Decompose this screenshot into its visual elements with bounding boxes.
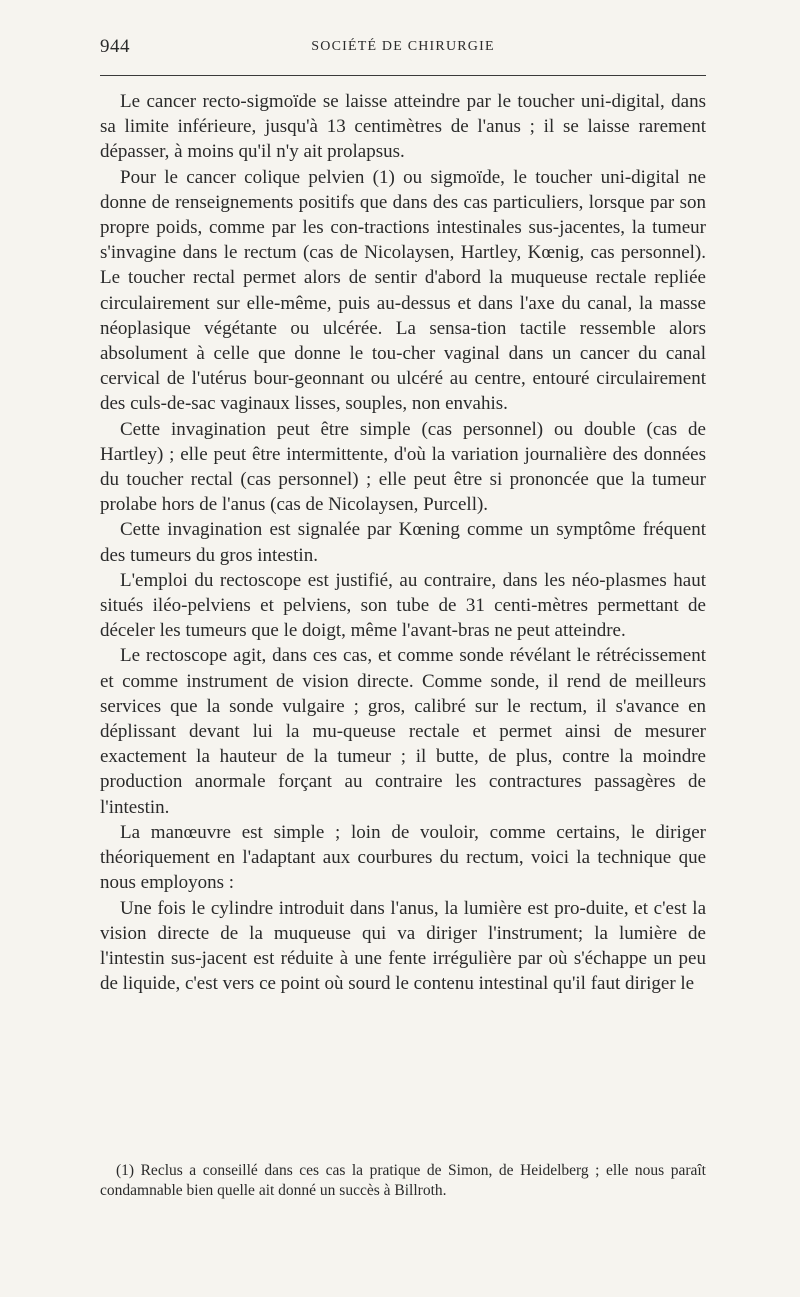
paragraph: Une fois le cylindre introduit dans l'anus, la lumière est pro-duite, et c'est la vision directe de la muqueuse qui va diriger l'instrument; la lumière de l'intestin sus-jacent est réduite à une fente irrégulière par où s'échappe un peu de liquide, c'est vers ce point où sourd le contenu intestinal qu'il faut diriger le bbox=[100, 897, 706, 995]
header-rule bbox=[100, 75, 706, 76]
body-text bbox=[100, 89, 706, 996]
paragraph: Cette invagination est signalée par Kœning comme un symptôme fréquent des tumeurs du gros intestin. bbox=[100, 519, 706, 566]
footnotes bbox=[100, 1161, 706, 1201]
paragraph: L'emploi du rectoscope est justifié, au contraire, dans les néo-plasmes haut situés iléo-pelviens et pelviens, son tube de 31 centi-mètres permettant de déceler les tumeurs que le doigt, même l'avant-bras ne peut atteindre. bbox=[100, 569, 706, 642]
running-title: SOCIÉTÉ DE CHIRURGIE bbox=[311, 39, 495, 54]
paragraph: Pour le cancer colique pelvien (1) ou sigmoïde, le toucher uni-digital ne donne de renseignements positifs que dans des cas particuliers, lorsque par son propre poids, comme par les con-tractions intestinales sus-jacentes, la tumeur s'invagine dans le rectum (cas de Nicolaysen, Hartley, Kœnig, cas personnel). Le toucher rectal permet alors de sentir d'abord la muqueuse rectale repliée circulairement sur elle-même, puis au-dessus et dans l'axe du canal, la masse néoplasique végétante ou ulcérée. La sensa-tion tactile ressemble alors absolument à celle que donne le tou-cher vaginal dans un cancer du canal cervical de l'utérus bour-geonnant ou ulcéré au centre, entouré circulairement des culs-de-sac vaginaux lisses, souples, non envahis. bbox=[100, 166, 706, 415]
paragraph: La manœuvre est simple ; loin de vouloir, comme certains, le diriger théoriquement en l'adaptant aux courbures du rectum, voici la technique que nous employons : bbox=[100, 821, 706, 894]
page-header bbox=[100, 36, 706, 60]
paragraph: Le rectoscope agit, dans ces cas, et comme sonde révélant le rétrécissement et comme instrument de vision directe. Comme sonde, il rend de meilleurs services que la sonde vulgaire ; gros, calibré sur le rectum, il s'avance en déplissant devant lui la mu-queuse rectale et permet ainsi de mesurer exactement la hauteur de la tumeur ; il butte, de plus, contre la moindre production anormale forçant au contraire les contractures passagères de l'intestin. bbox=[100, 645, 706, 818]
page-number: 944 bbox=[100, 36, 130, 57]
paragraph: Le cancer recto-sigmoïde se laisse atteindre par le toucher uni-digital, dans sa limite inférieure, jusqu'à 13 centimètres de l'anus ; il se laisse rarement dépasser, à moins qu'il n'y ait prolapsus. bbox=[100, 91, 706, 163]
paragraph: Cette invagination peut être simple (cas personnel) ou double (cas de Hartley) ; elle peut être intermittente, d'où la variation journalière des données du toucher rectal (cas personnel) ; elle peut être si prononcée que la tumeur prolabe hors de l'anus (cas de Nicolaysen, Purcell). bbox=[100, 418, 706, 516]
footnote: (1) Reclus a conseillé dans ces cas la pratique de Simon, de Heidelberg ; elle nous paraît condamnable bien quelle ait donné un succès à Billroth. bbox=[100, 1162, 706, 1199]
